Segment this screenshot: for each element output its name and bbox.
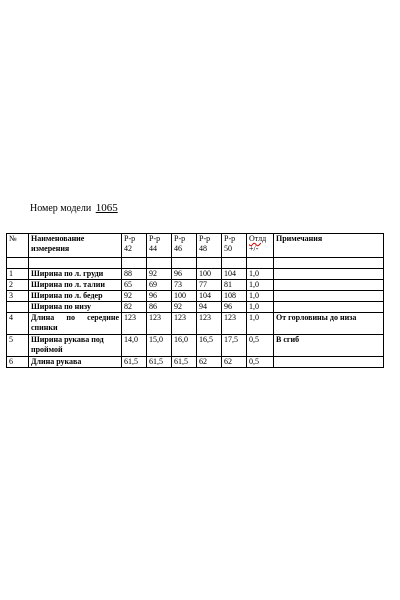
row-value: 62 <box>222 357 247 368</box>
row-name: Длина рукава <box>29 357 122 368</box>
row-value: 123 <box>197 313 222 335</box>
row-value: 15,0 <box>147 335 172 357</box>
row-name <box>29 258 122 269</box>
row-value: 123 <box>122 313 147 335</box>
table-row <box>7 302 384 313</box>
row-value: 14,0 <box>122 335 147 357</box>
row-note <box>274 302 384 313</box>
row-name: Длина по середине спинки <box>29 313 122 335</box>
row-value: 108 <box>222 291 247 302</box>
row-number: 2 <box>7 280 29 291</box>
row-value: 96 <box>147 291 172 302</box>
row-value: 61,5 <box>122 357 147 368</box>
row-value: 88 <box>122 269 147 280</box>
row-value <box>172 258 197 269</box>
row-number: 5 <box>7 335 29 357</box>
model-number-value: 1065 <box>95 202 118 214</box>
row-tolerance: 1,0 <box>247 291 274 302</box>
table-row <box>7 258 384 269</box>
row-value: 62 <box>197 357 222 368</box>
row-value: 92 <box>147 269 172 280</box>
row-value: 100 <box>172 291 197 302</box>
row-value <box>147 258 172 269</box>
header-tolerance-label: Отлд <box>249 234 267 243</box>
row-tolerance <box>247 258 274 269</box>
header-number: № <box>7 234 29 258</box>
row-value: 65 <box>122 280 147 291</box>
table-row <box>7 280 384 291</box>
row-value: 104 <box>222 269 247 280</box>
row-value: 92 <box>172 302 197 313</box>
row-number: 6 <box>7 357 29 368</box>
header-size-46: Р-р 46 <box>172 234 197 258</box>
header-tolerance-sign: +/- <box>249 244 259 253</box>
row-value: 82 <box>122 302 147 313</box>
row-value: 69 <box>147 280 172 291</box>
row-number <box>7 302 29 313</box>
row-value <box>197 258 222 269</box>
row-name: Ширина по л. груди <box>29 269 122 280</box>
row-value: 16,5 <box>197 335 222 357</box>
row-value: 123 <box>172 313 197 335</box>
header-size-42: Р-р 42 <box>122 234 147 258</box>
row-value: 73 <box>172 280 197 291</box>
row-name: Ширина по низу <box>29 302 122 313</box>
row-note: В сгиб <box>274 335 384 357</box>
row-tolerance: 1,0 <box>247 313 274 335</box>
row-value: 61,5 <box>172 357 197 368</box>
row-note <box>274 280 384 291</box>
row-value: 96 <box>222 302 247 313</box>
header-size-50: Р-р 50 <box>222 234 247 258</box>
table-row <box>7 313 384 335</box>
row-value: 94 <box>197 302 222 313</box>
model-number-line <box>30 202 118 214</box>
header-notes: Примечания <box>274 234 384 258</box>
table-row <box>7 335 384 357</box>
header-size-44: Р-р 44 <box>147 234 172 258</box>
row-number: 1 <box>7 269 29 280</box>
table-row <box>7 269 384 280</box>
row-value: 100 <box>197 269 222 280</box>
row-note: От горловины до низа <box>274 313 384 335</box>
row-name: Ширина по л. талии <box>29 280 122 291</box>
row-name: Ширина рукава под проймой <box>29 335 122 357</box>
row-value: 16,0 <box>172 335 197 357</box>
measurement-table <box>6 233 384 368</box>
model-number-label: Номер модели <box>30 203 92 214</box>
row-value: 86 <box>147 302 172 313</box>
row-number <box>7 258 29 269</box>
row-value: 17,5 <box>222 335 247 357</box>
header-measurement-name: Наименование измерения <box>29 234 122 258</box>
header-size-48: Р-р 48 <box>197 234 222 258</box>
row-tolerance: 0,5 <box>247 357 274 368</box>
row-value: 77 <box>197 280 222 291</box>
row-value <box>222 258 247 269</box>
row-tolerance: 1,0 <box>247 302 274 313</box>
row-value <box>122 258 147 269</box>
table-row <box>7 357 384 368</box>
row-value: 81 <box>222 280 247 291</box>
row-note <box>274 291 384 302</box>
row-value: 61,5 <box>147 357 172 368</box>
table-row <box>7 291 384 302</box>
row-note <box>274 357 384 368</box>
row-value: 92 <box>122 291 147 302</box>
row-note <box>274 258 384 269</box>
row-number: 4 <box>7 313 29 335</box>
row-tolerance: 0,5 <box>247 335 274 357</box>
row-tolerance: 1,0 <box>247 269 274 280</box>
row-value: 96 <box>172 269 197 280</box>
row-name: Ширина по л. бедер <box>29 291 122 302</box>
row-note <box>274 269 384 280</box>
row-value: 104 <box>197 291 222 302</box>
row-value: 123 <box>147 313 172 335</box>
row-tolerance: 1,0 <box>247 280 274 291</box>
header-tolerance <box>247 234 274 258</box>
row-value: 123 <box>222 313 247 335</box>
table-header-row <box>7 234 384 258</box>
row-number: 3 <box>7 291 29 302</box>
